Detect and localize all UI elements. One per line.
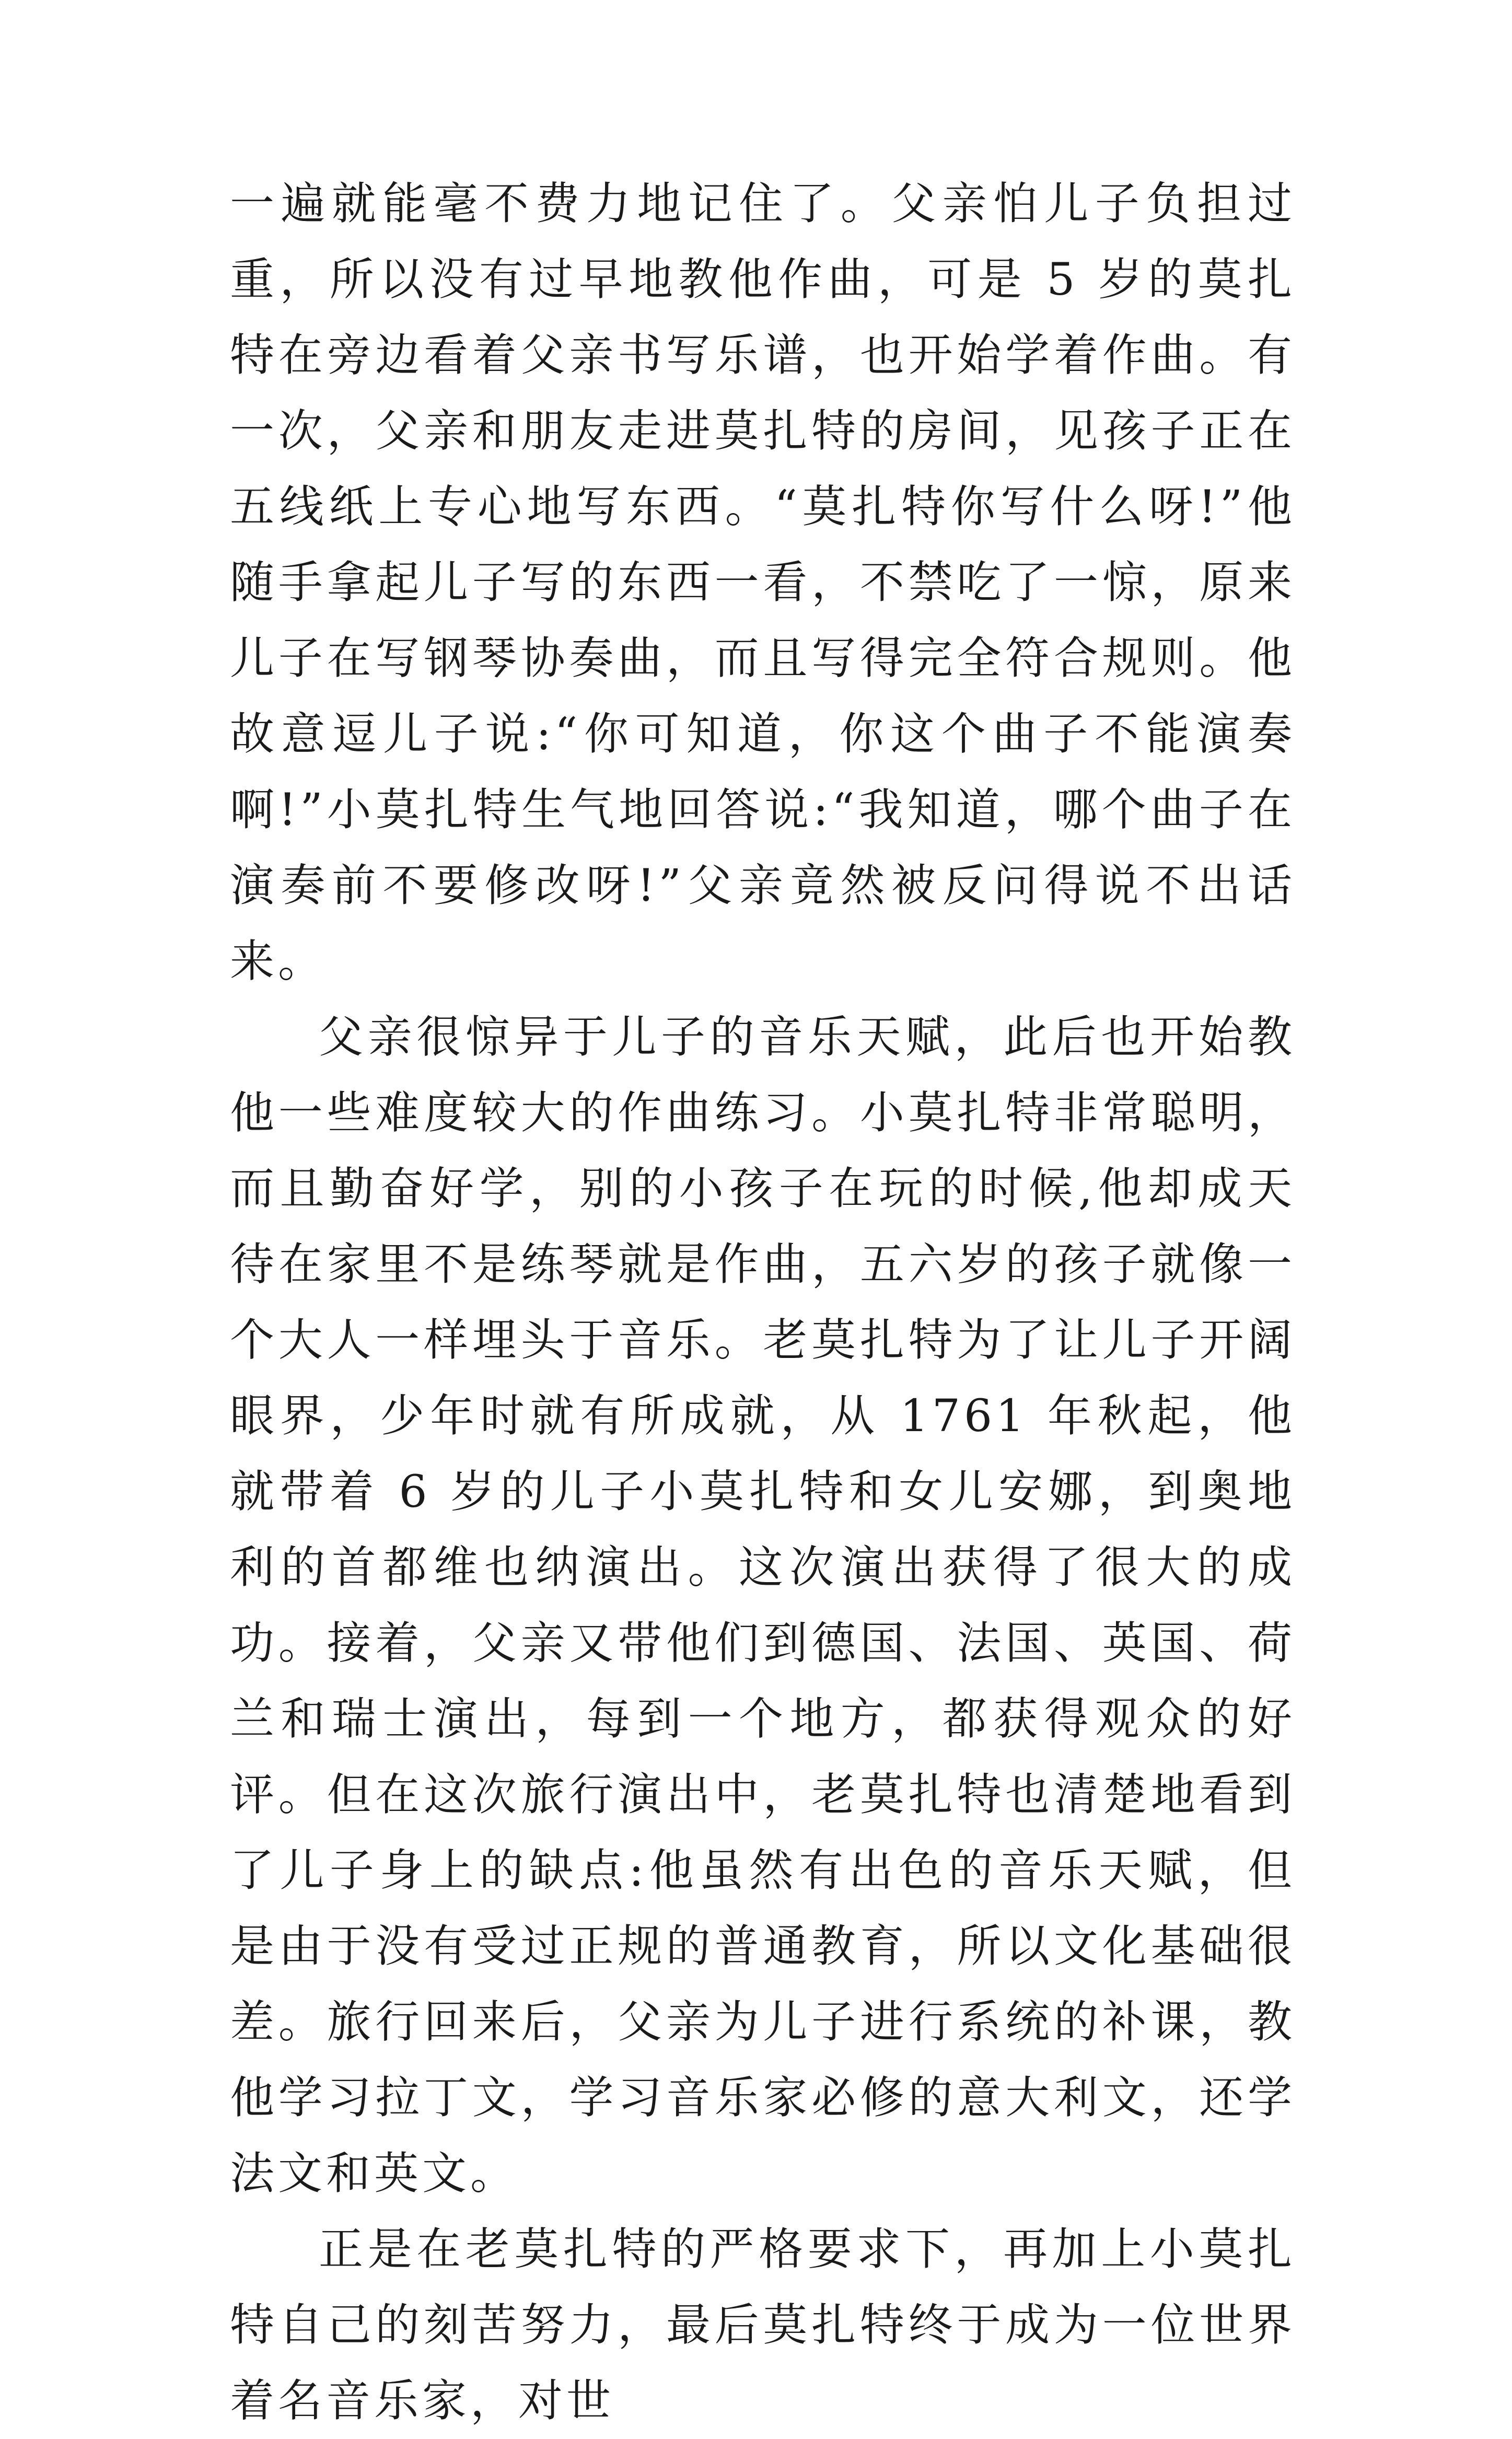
body-text bbox=[230, 166, 1296, 2439]
paragraph: 正是在老莫扎特的严格要求下，再加上小莫扎特自己的刻苦努力，最后莫扎特终于成为一位世界着名音乐家，对世 bbox=[230, 2224, 1296, 2427]
paragraph-continued: 一遍就能毫不费力地记住了。父亲怕儿子负担过重，所以没有过早地教他作曲，可是 5 岁的莫扎特在旁边看着父亲书写乐谱，也开始学着作曲。有一次，父亲和朋友走进莫扎特的房间，见孩子正在五线纸上专心地写东西。“莫扎特你写什么呀!”他随手拿起儿子写的东西一看，不禁吃了一惊，原来儿子在写钢琴协奏曲，而且写得完全符合规则。他故意逗儿子说:“你可知道，你这个曲子不能演奏啊!”小莫扎特生气地回答说:“我知道，哪个曲子在演奏前不要修改呀!”父亲竟然被反问得说不出话来。 bbox=[230, 178, 1296, 988]
paragraph: 父亲很惊异于儿子的音乐天赋，此后也开始教他一些难度较大的作曲练习。小莫扎特非常聪明，而且勤奋好学，别的小孩子在玩的时候,他却成天待在家里不是练琴就是作曲，五六岁的孩子就像一个大人一样埋头于音乐。老莫扎特为了让儿子开阔眼界，少年时就有所成就，从 1761 年秋起，他就带着 6 岁的儿子小莫扎特和女儿安娜，到奥地利的首都维也纳演出。这次演出获得了很大的成功。接着，父亲又带他们到德国、法国、英国、荷兰和瑞士演出，每到一个地方，都获得观众的好评。但在这次旅行演出中，老莫扎特也清楚地看到了儿子身上的缺点:他虽然有出色的音乐天赋，但是由于没有受过正规的普通教育，所以文化基础很差。旅行回来后，父亲为儿子进行系统的补课，教他学习拉丁文，学习音乐家必修的意大利文，还学法文和英文。 bbox=[230, 1012, 1296, 2200]
